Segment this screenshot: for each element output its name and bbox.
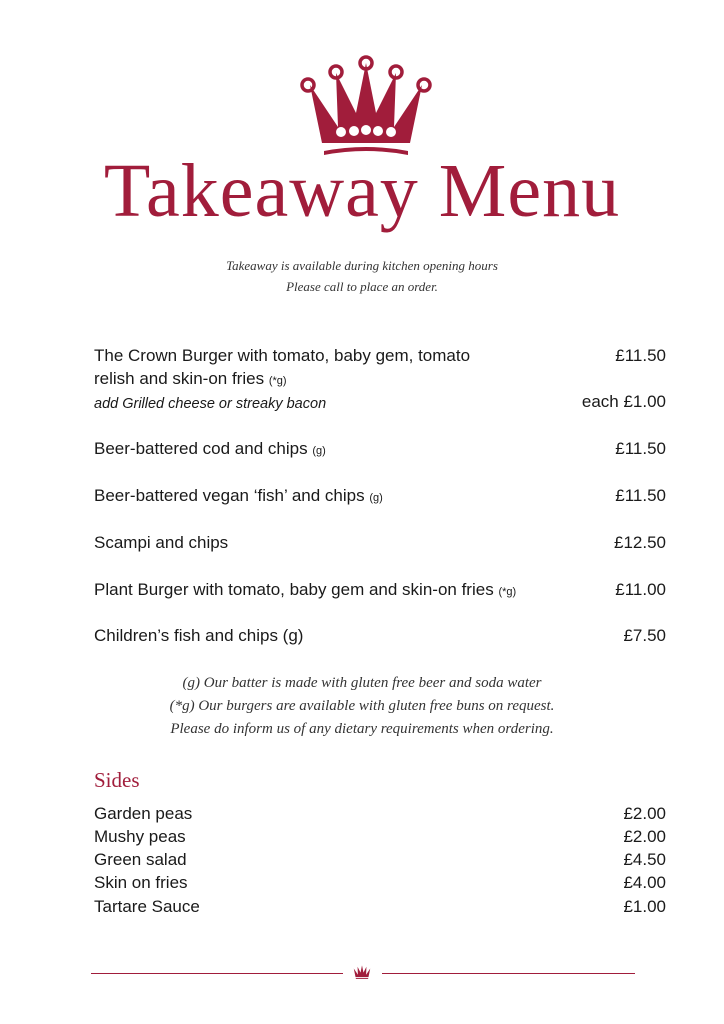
item-price: £11.50 <box>615 439 666 458</box>
item-mark: (g) <box>369 492 383 504</box>
menu-item <box>94 437 666 463</box>
side-item <box>94 871 666 894</box>
side-price: £2.00 <box>623 827 666 846</box>
menu-item <box>94 344 666 416</box>
item-name: Scampi and chips <box>94 533 229 552</box>
menu-item <box>94 531 666 554</box>
item-name: Children’s fish and chips (g) <box>94 626 304 645</box>
side-name: Skin on fries <box>94 873 188 892</box>
item-price: £12.50 <box>614 533 666 552</box>
item-mark: (*g) <box>268 375 287 387</box>
item-price: £11.00 <box>615 580 666 599</box>
crown-icon <box>352 964 372 979</box>
crown-icon <box>298 55 434 155</box>
side-item <box>94 895 666 918</box>
side-item <box>94 848 666 871</box>
item-name: relish and skin-on fries <box>94 369 265 388</box>
side-price: £4.50 <box>623 850 666 869</box>
subtitle-line: Please call to place an order. <box>286 279 438 294</box>
dietary-note: Please do inform us of any dietary requirements when ordering. <box>170 721 554 737</box>
item-mark: (g) <box>312 445 326 457</box>
side-name: Mushy peas <box>94 827 186 846</box>
item-price: £11.50 <box>615 486 666 505</box>
sides-heading: Sides <box>94 768 140 792</box>
menu-item <box>94 578 666 604</box>
footer-divider <box>91 973 343 974</box>
dietary-note: (g) Our batter is made with gluten free beer and soda water <box>182 675 542 691</box>
item-addon: add Grilled cheese or streaky bacon <box>94 396 327 412</box>
menu-item <box>94 484 666 510</box>
side-name: Tartare Sauce <box>94 897 200 916</box>
side-price: £2.00 <box>623 804 666 823</box>
side-name: Green salad <box>94 850 187 869</box>
side-price: £4.00 <box>623 873 666 892</box>
footer-divider <box>382 973 635 974</box>
subtitle-line: Takeaway is available during kitchen opening hours <box>226 258 498 273</box>
page-title: Takeaway Menu <box>103 149 621 233</box>
item-price: £11.50 <box>615 346 666 365</box>
item-name: Beer-battered cod and chips <box>94 439 308 458</box>
item-name: Beer-battered vegan ‘fish’ and chips <box>94 486 365 505</box>
menu-item <box>94 624 666 647</box>
addon-price: each £1.00 <box>581 392 666 411</box>
item-price: £7.50 <box>623 626 666 645</box>
side-item <box>94 825 666 848</box>
item-name: The Crown Burger with tomato, baby gem, tomato <box>94 346 471 365</box>
side-name: Garden peas <box>94 804 193 823</box>
item-mark: (*g) <box>498 586 517 598</box>
dietary-note: (*g) Our burgers are available with gluten free buns on request. <box>169 698 555 714</box>
side-item <box>94 802 666 825</box>
side-price: £1.00 <box>623 897 666 916</box>
item-name: Plant Burger with tomato, baby gem and skin-on fries <box>94 580 494 599</box>
